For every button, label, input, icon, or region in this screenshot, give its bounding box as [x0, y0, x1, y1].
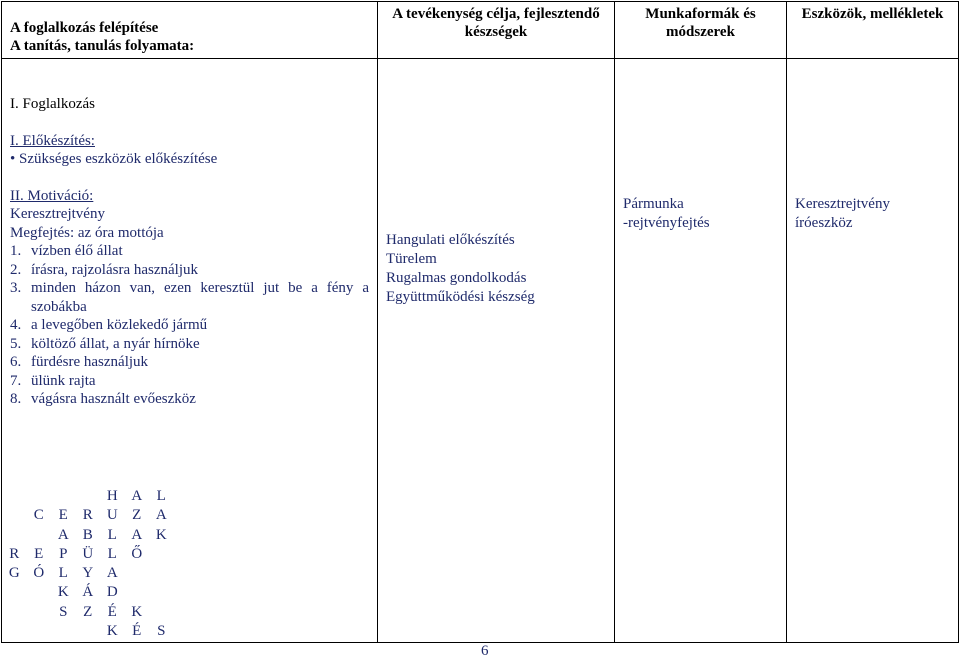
crossword-letter: E: [58, 507, 68, 524]
clue-item: [10, 335, 369, 354]
crossword-letter: É: [132, 623, 142, 640]
tools-cell: [787, 59, 959, 643]
clue-number: 4.: [10, 317, 22, 333]
crossword-letter: É: [107, 603, 117, 620]
crossword-letter: K: [106, 623, 118, 640]
clue-item: [10, 242, 369, 261]
page-number: 6: [481, 643, 489, 659]
clue-text: ülünk rajta: [31, 372, 96, 389]
goal-item: Rugalmas gondolkodás: [386, 270, 527, 286]
crossword-letter: Z: [83, 603, 93, 620]
crossword-letter: A: [131, 526, 143, 543]
tool-item: íróeszköz: [795, 215, 853, 231]
methods-list: [623, 195, 778, 233]
crossword-letter: K: [155, 526, 167, 543]
header-structure: [2, 2, 378, 59]
crossword-letter: H: [106, 488, 118, 504]
crossword-letter: K: [131, 603, 143, 620]
header-tools: Eszközök, mellékletek: [787, 2, 959, 59]
section-elokeszites-bullet: • Szükséges eszközök előkészítése: [10, 150, 369, 169]
header-structure-line1: A foglalkozás felépítése: [10, 20, 159, 36]
methods-cell: [615, 59, 787, 643]
crossword-letter: P: [59, 545, 68, 562]
crossword-letter: R: [9, 545, 20, 562]
clue-item: [10, 316, 369, 335]
section-elokeszites-title: I. Előkészítés:: [10, 132, 95, 149]
clue-number: 5.: [10, 335, 22, 352]
clue-text: írásra, rajzolásra használjuk: [31, 261, 198, 278]
clue-number: 1.: [10, 243, 22, 259]
section-elokeszites: [10, 132, 369, 169]
clue-list: [10, 242, 369, 409]
section-motivacio-line2: Megfejtés: az óra mottója: [10, 224, 164, 241]
clue-number: 2.: [10, 261, 22, 278]
tools-list: [795, 195, 950, 233]
goals-cell: [378, 59, 615, 643]
crossword-letter: A: [106, 565, 118, 582]
crossword-letter: B: [82, 526, 93, 543]
clue-text: minden házon van, ezen keresztül jut be a fény a szobákba: [31, 280, 369, 315]
crossword-letter: K: [57, 584, 69, 601]
goals-list: [386, 231, 606, 307]
section-foglalkozas-title: I. Foglalkozás: [10, 96, 95, 112]
goal-item: Hangulati előkészítés: [386, 232, 515, 248]
crossword-letter: L: [107, 526, 117, 543]
crossword-letter: L: [156, 488, 166, 504]
clue-number: 3.: [10, 280, 22, 296]
clue-item: [10, 390, 369, 409]
crossword-letter: D: [106, 584, 118, 601]
crossword-letter: S: [59, 603, 68, 620]
clue-text: a levegőben közlekedő jármű: [31, 317, 208, 333]
crossword-letter: Ü: [82, 545, 94, 562]
crossword-letter: R: [82, 507, 93, 524]
header-methods: Munkaformák és módszerek: [615, 2, 787, 59]
tool-item: Keresztrejtvény: [795, 196, 890, 212]
header-goals: A tevékenység célja, fejlesztendő készségek: [378, 2, 615, 59]
crossword-letter: G: [8, 565, 20, 582]
clue-number: 8.: [10, 391, 22, 407]
section-foglalkozas: [10, 95, 369, 114]
clue-item: [10, 353, 369, 372]
goal-item: Türelem: [386, 251, 437, 267]
crossword-letter: A: [57, 526, 69, 543]
section-motivacio: [10, 187, 369, 409]
clue-item: [10, 279, 369, 316]
section-motivacio-line1: Keresztrejtvény: [10, 206, 105, 222]
crossword-letter: L: [58, 565, 68, 582]
crossword-letter: A: [155, 507, 167, 524]
clue-text: vágásra használt evőeszköz: [31, 391, 196, 407]
method-item: Pármunka: [623, 196, 684, 212]
goal-item: Együttműködési készség: [386, 289, 535, 305]
crossword-letter: Ő: [131, 545, 143, 562]
clue-text: vízben élő állat: [31, 243, 123, 259]
crossword-letter: U: [106, 507, 118, 524]
crossword-letter: S: [157, 623, 166, 640]
clue-number: 6.: [10, 354, 22, 370]
clue-number: 7.: [10, 372, 22, 389]
crossword-letter: Á: [82, 584, 94, 601]
crossword-letter: Y: [82, 565, 94, 582]
header-structure-line2: A tanítás, tanulás folyamata:: [10, 38, 195, 54]
method-item: -rejtvényfejtés: [623, 215, 710, 231]
crossword-letter: A: [131, 488, 143, 504]
clue-text: költöző állat, a nyár hírnöke: [31, 335, 200, 352]
clue-text: fürdésre használjuk: [31, 354, 149, 370]
crossword-letter: Z: [132, 507, 142, 524]
clue-item: [10, 261, 369, 280]
section-motivacio-title: II. Motiváció:: [10, 187, 94, 204]
crossword-letter: L: [107, 545, 117, 562]
crossword-letter: Ó: [33, 565, 45, 582]
clue-item: [10, 372, 369, 391]
crossword-letter: C: [33, 507, 44, 524]
crossword-letter: E: [34, 545, 44, 562]
